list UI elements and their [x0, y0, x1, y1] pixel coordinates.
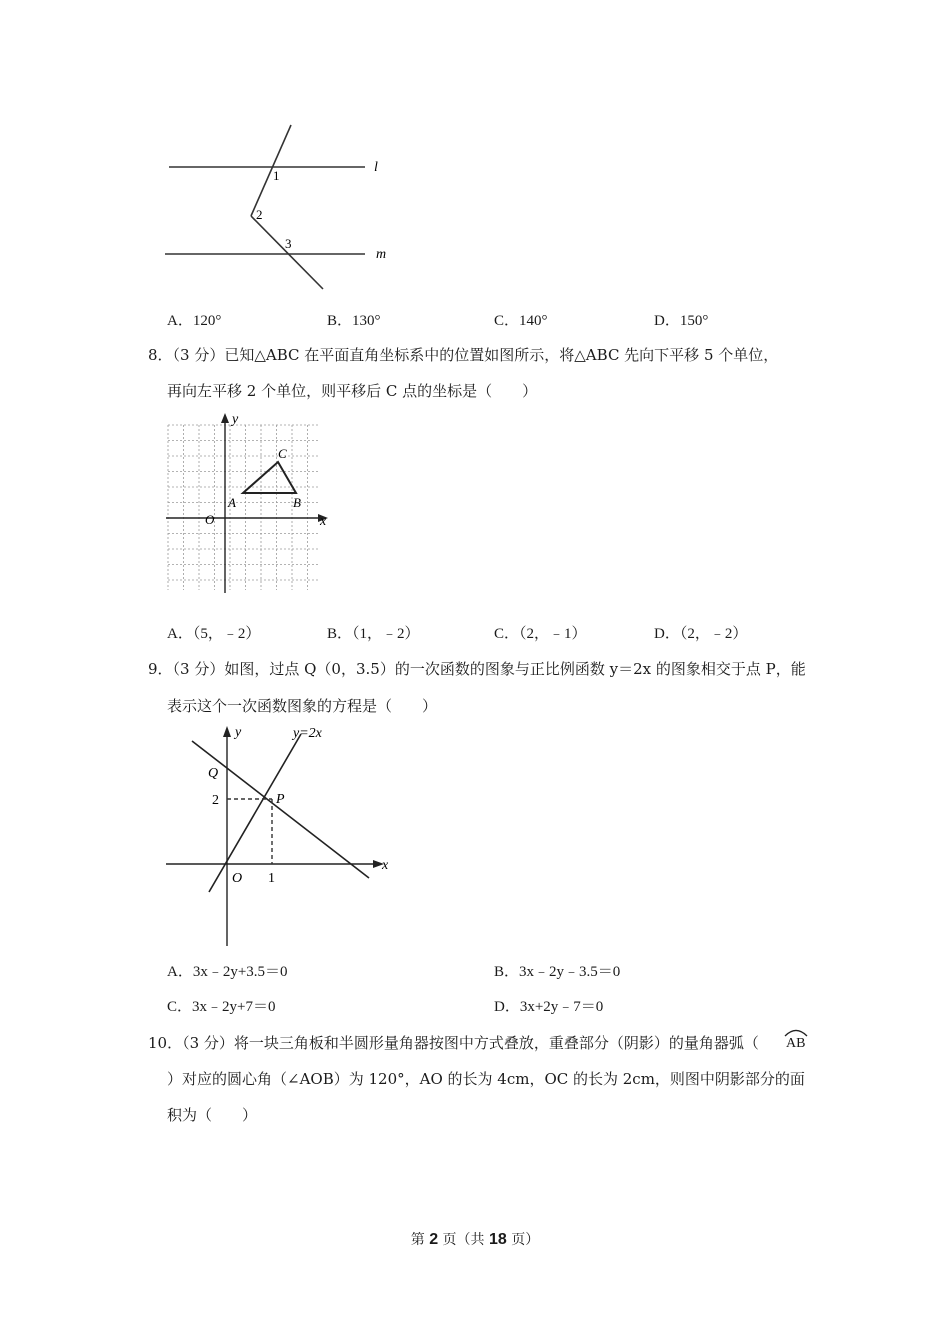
y-axis-arrow: [221, 413, 229, 423]
footer-total-pages: 18: [489, 1231, 507, 1248]
option-text: （1，﹣2）: [352, 626, 420, 642]
option-key: B．: [327, 313, 353, 329]
option-key: C．: [494, 313, 520, 329]
point-c-label: C: [278, 446, 287, 461]
q9-option-a[interactable]: [167, 962, 288, 982]
point-a-label: A: [228, 495, 236, 510]
y-axis-label: y: [235, 725, 242, 740]
option-text: （2，﹣1）: [519, 626, 587, 642]
q9-option-c[interactable]: [167, 997, 275, 1017]
option-key: D．: [654, 313, 680, 329]
q8-stem-line1: 8．（3 分）已知△ABC 在平面直角坐标系中的位置如图所示，将△ABC 先向下平移 5 个单位，: [148, 346, 779, 364]
option-key: A．: [167, 313, 193, 329]
option-text: 3x﹣2y+3.5＝0: [192, 964, 288, 980]
footer-middle: 页（共: [438, 1232, 489, 1248]
option-text: （5，﹣2）: [192, 626, 261, 642]
point-b-label: B: [293, 495, 301, 510]
q10-stem-line1: 10．（3 分）将一块三角板和半圆形量角器按图中方式叠放，重叠部分（阴影）的量角器弧（: [148, 1034, 759, 1052]
line-l-label: l: [374, 160, 378, 175]
arc-ab-label: AB: [786, 1036, 806, 1051]
option-key: C．: [494, 626, 520, 642]
y-axis-arrow: [223, 726, 231, 737]
linear-function-line: [192, 741, 369, 878]
q9-option-d[interactable]: [494, 997, 603, 1017]
origin-label: O: [205, 512, 215, 527]
option-text: 3x﹣2y﹣3.5＝0: [519, 964, 621, 980]
x-tick-1-label: 1: [268, 871, 275, 886]
point-p-label: P: [276, 792, 285, 807]
page-footer: [0, 1229, 950, 1249]
y-equals-2x-label: y=2x: [293, 726, 322, 741]
q7-option-d[interactable]: [654, 311, 708, 331]
transversal-upper: [251, 125, 291, 216]
option-key: D．: [494, 999, 520, 1015]
angle-2-label: 2: [256, 207, 263, 222]
x-axis-label: x: [320, 514, 327, 529]
option-text: 3x﹣2y+7＝0: [192, 999, 276, 1015]
q7-option-b[interactable]: [327, 311, 381, 331]
q7-figure: [155, 118, 405, 298]
angle-1-label: 1: [273, 168, 280, 183]
option-text: 150°: [679, 313, 709, 329]
q10-stem-line3: 积为（ ）: [167, 1106, 258, 1124]
option-text: 3x+2y﹣7＝0: [519, 999, 604, 1015]
q8-option-b[interactable]: [327, 624, 420, 644]
q7-option-c[interactable]: [494, 311, 548, 331]
q8-option-c[interactable]: [494, 624, 587, 644]
option-key: C．: [167, 999, 193, 1015]
triangle-abc: [243, 462, 296, 493]
point-q-label: Q: [208, 766, 219, 781]
footer-page-number: 2: [429, 1231, 439, 1248]
q8-figure: [162, 407, 342, 595]
option-key: B．: [327, 626, 353, 642]
option-text: 130°: [352, 313, 381, 329]
arc-ab-symbol: [782, 1027, 810, 1055]
q8-stem-line2: 再向左平移 2 个单位，则平移后 C 点的坐标是（ ）: [167, 382, 538, 400]
y-axis-label: y: [232, 412, 239, 427]
q9-option-b[interactable]: [494, 962, 620, 982]
q9-stem-line1: 9．（3 分）如图，过点 Q（0，3.5）的一次函数的图象与正比例函数 y＝2x 的图象相交于点 P，能: [148, 660, 806, 678]
y-tick-2-label: 2: [212, 793, 219, 808]
q10-stem-line2: ）对应的圆心角（∠AOB）为 120°，AO 的长为 4cm，OC 的长为 2cm，则图中阴影部分的面: [167, 1070, 805, 1088]
option-key: B．: [494, 964, 520, 980]
option-key: A．: [167, 964, 193, 980]
origin-label: O: [232, 871, 243, 886]
q8-option-a[interactable]: [167, 624, 260, 644]
q9-stem-line2: 表示这个一次函数图象的方程是（ ）: [167, 697, 438, 715]
option-text: 120°: [192, 313, 222, 329]
transversal-lower: [251, 216, 323, 289]
option-text: （2，﹣2）: [679, 626, 748, 642]
line-y-equals-2x: [209, 734, 301, 892]
q9-figure: [160, 720, 400, 950]
q8-option-d[interactable]: [654, 624, 747, 644]
option-key: D．: [654, 626, 680, 642]
option-key: A．: [167, 626, 193, 642]
footer-suffix: 页）: [506, 1232, 540, 1248]
option-text: 140°: [519, 313, 548, 329]
x-axis-label: x: [382, 858, 389, 873]
line-m-label: m: [376, 247, 387, 262]
footer-prefix: 第: [410, 1232, 430, 1248]
q7-option-a[interactable]: [167, 311, 221, 331]
angle-3-label: 3: [285, 236, 292, 251]
